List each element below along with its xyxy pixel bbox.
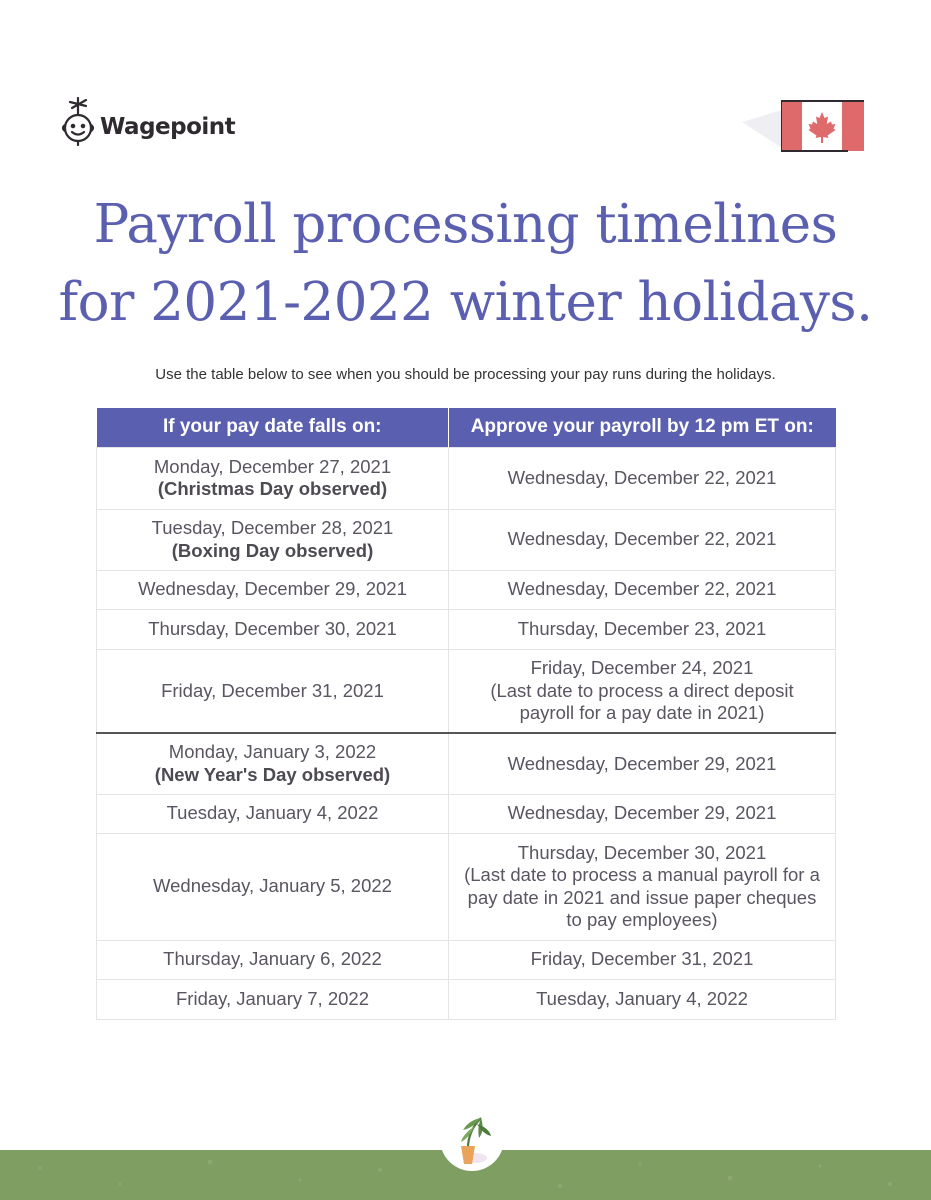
approve-by-date: Thursday, December 30, 2021 (517, 841, 767, 863)
table-row (97, 609, 836, 649)
approve-by-note: (Last date to process a direct deposit payroll for a pay date in 2021) (490, 679, 794, 723)
pay-date-cell: Thursday, December 30, 2021 (97, 609, 449, 649)
approve-by-cell: Tuesday, January 4, 2022 (449, 979, 836, 1019)
table-row (97, 509, 836, 570)
approve-by-cell: Wednesday, December 22, 2021 (449, 570, 836, 609)
approve-by-cell: Wednesday, December 29, 2021 (449, 794, 836, 833)
title-line-2: for 2021-2022 winter holidays. (58, 272, 873, 333)
approve-by-date: Friday, December 24, 2021 (530, 657, 754, 678)
approve-by-cell: Wednesday, December 29, 2021 (449, 733, 836, 794)
pay-date-cell (97, 509, 449, 570)
footer-badge (439, 1106, 505, 1172)
title-line-1: Payroll processing timelines (93, 194, 838, 255)
holiday-note: (Boxing Day observed) (171, 539, 374, 561)
canada-flag (738, 96, 868, 156)
approve-by-cell: Friday, December 31, 2021 (449, 940, 836, 979)
header-pay-date: If your pay date falls on: (97, 408, 449, 447)
holiday-note: (Christmas Day observed) (157, 478, 388, 499)
approve-by-cell: Wednesday, December 22, 2021 (449, 509, 836, 570)
table-row (97, 979, 836, 1019)
pay-date-cell: Wednesday, January 5, 2022 (97, 833, 449, 940)
wagepoint-mascot-icon (60, 96, 102, 152)
pay-date-cell (97, 447, 449, 509)
brand-logo (60, 96, 240, 152)
page-subtitle: Use the table below to see when you should be processing your pay runs during the holidays. (155, 366, 776, 383)
approve-by-cell: Thursday, December 23, 2021 (449, 609, 836, 649)
pay-date-cell: Thursday, January 6, 2022 (97, 940, 449, 979)
pay-date-cell: Tuesday, January 4, 2022 (97, 794, 449, 833)
table-row (97, 733, 836, 794)
table-row (97, 649, 836, 733)
pay-date-cell (97, 733, 449, 794)
header-approve-by: Approve your payroll by 12 pm ET on: (449, 408, 836, 447)
approve-by-cell (449, 649, 836, 733)
approve-by-cell: Wednesday, December 22, 2021 (449, 447, 836, 509)
table-row (97, 940, 836, 979)
pay-date-cell: Friday, December 31, 2021 (97, 649, 449, 733)
pay-date: Monday, January 3, 2022 (168, 741, 377, 763)
table-row (97, 833, 836, 940)
brand-name: Wagepoint (100, 114, 236, 140)
pay-date: Monday, December 27, 2021 (153, 455, 392, 477)
palm-plant-icon (439, 1106, 505, 1172)
schedule-table (96, 408, 836, 1020)
approve-by-cell (449, 833, 836, 940)
table-header-row (97, 408, 836, 447)
pay-date-cell: Wednesday, December 29, 2021 (97, 570, 449, 609)
approve-by-note: (Last date to process a manual payroll for a pay date in 2021 and issue paper cheques to pay employees) (464, 864, 820, 930)
table-row (97, 570, 836, 609)
pay-date-cell: Friday, January 7, 2022 (97, 979, 449, 1019)
holiday-note: (New Year's Day observed) (154, 763, 391, 785)
table-row (97, 447, 836, 509)
pay-date: Tuesday, December 28, 2021 (151, 517, 394, 538)
page-title (0, 186, 931, 342)
canada-flag-icon (738, 96, 868, 156)
table-row (97, 794, 836, 833)
